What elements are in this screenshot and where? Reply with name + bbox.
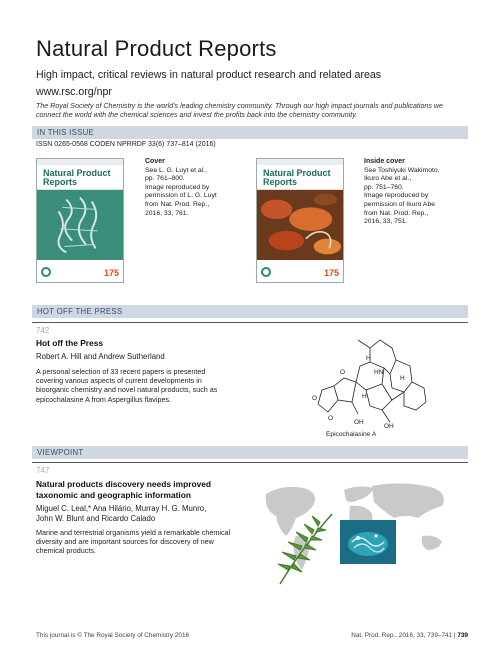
abstract-line: chemical products. <box>36 546 96 556</box>
article-page-number: 742 <box>36 326 50 335</box>
section-hot-off-the-press <box>32 305 468 318</box>
cover-footer <box>257 260 343 282</box>
svg-text:O: O <box>340 369 346 376</box>
journal-title: Natural Product Reports <box>36 36 277 61</box>
svg-text:HN: HN <box>374 369 384 376</box>
epicochalasine-structure-diagram <box>300 330 450 430</box>
inside-cover-caption-line: Ikuro Abe et al., <box>364 175 412 183</box>
svg-text:H: H <box>366 355 371 362</box>
fern-leaf-image <box>272 508 336 586</box>
journal-url[interactable]: www.rsc.org/npr <box>36 86 112 98</box>
abstract-line: A personal selection of 33 recent papers is presented <box>36 367 206 376</box>
authors-line: Miguel C. Leal,* Ana Hilário, Murray H. G. Munro, <box>36 504 207 513</box>
svg-text:OH: OH <box>354 419 364 426</box>
section-viewpoint <box>32 446 468 459</box>
cover-caption-heading: Cover <box>145 158 165 165</box>
abstract-line: epicochalasine A from Aspergillus flavipes. <box>36 394 172 404</box>
cover-footer <box>37 260 123 282</box>
issn-line: ISSN 0265-0568 CODEN NPRRDF 33(6) 737–814 (2016) <box>36 141 216 148</box>
cover-number: 175 <box>323 268 339 278</box>
journal-subtitle: High impact, critical reviews in natural product research and related areas <box>36 69 382 81</box>
svg-text:H: H <box>362 393 367 400</box>
abstract-line: Marine and terrestrial organisms yield a remarkable chemical <box>36 528 231 537</box>
abstract-line: covering various aspects of current developments in <box>36 376 202 386</box>
article-title-line: Natural products discovery needs improved <box>36 479 211 489</box>
article-abstract <box>36 528 230 556</box>
article-authors: Robert A. Hill and Andrew Sutherland <box>36 352 165 361</box>
inside-cover-caption-line: permission of Ikuro Abe <box>364 200 436 208</box>
inside-cover-caption-heading: Inside cover <box>364 158 405 165</box>
cover-top-strip <box>257 159 343 165</box>
svg-text:O: O <box>312 395 318 402</box>
section-heading: IN THIS ISSUE <box>37 128 95 137</box>
inside-cover-caption-line: Image reproduced by <box>364 192 429 200</box>
article-title-line: taxonomic and geographic information <box>36 489 191 500</box>
protein-structure-image <box>37 189 123 261</box>
cover-top-strip <box>37 159 123 165</box>
article-abstract <box>36 367 217 404</box>
svg-text:O: O <box>328 415 334 422</box>
inside-cover-caption-line: from Nat. Prod. Rep., <box>364 209 429 217</box>
svg-text:H: H <box>400 375 405 382</box>
abstract-line: bioorganic chemistry and novel natural products, such as <box>36 385 218 395</box>
divider <box>32 322 468 323</box>
marine-organism-image <box>340 520 396 564</box>
article-authors <box>36 504 206 524</box>
cover-caption-line: permission of L. G. Luyt <box>145 192 217 200</box>
inside-cover-caption-line: 2016, 33, 751. <box>364 218 408 226</box>
footer-page-number: 739 <box>457 632 468 639</box>
inside-cover-caption-line: See Toshiyuki Wakimoto, <box>364 166 440 174</box>
inside-cover-caption-line: pp. 751–760. <box>364 183 404 191</box>
rsc-intro: The Royal Society of Chemistry is the world's leading chemistry community. Through our high impact journals and publications we connect the world with the chemical sciences and invest the profits back into the chemistry community. <box>36 102 443 119</box>
cover-caption <box>145 158 225 218</box>
cover-caption-line: Image reproduced by <box>145 183 210 191</box>
cover-number: 175 <box>103 268 119 278</box>
cover-image[interactable] <box>36 158 124 283</box>
authors-line: John W. Blunt and Ricardo Calado <box>36 514 156 523</box>
article-title[interactable]: Hot off the Press <box>36 338 104 348</box>
rsc-logo-icon <box>261 267 271 277</box>
inside-cover-image[interactable] <box>256 158 344 283</box>
cover-caption-line: from Nat. Prod. Rep., <box>145 200 210 208</box>
section-heading: VIEWPOINT <box>37 448 84 457</box>
rsc-logo-icon <box>41 267 51 277</box>
inside-cover-caption <box>364 158 464 227</box>
footer-citation <box>351 632 468 639</box>
footer-citation-text: Nat. Prod. Rep., 2016, 33, 739–741 | <box>351 632 458 639</box>
section-heading: HOT OFF THE PRESS <box>37 307 123 316</box>
mushroom-photo-image <box>257 189 343 261</box>
section-in-this-issue <box>32 126 468 139</box>
svg-text:OH: OH <box>384 423 394 430</box>
cover-title: Natural Product Reports <box>263 168 331 187</box>
footer-copyright: This journal is © The Royal Society of Chemistry 2016 <box>36 632 190 639</box>
cover-caption-line: See L. G. Luyt et al., <box>145 166 207 174</box>
article-title[interactable] <box>36 479 211 500</box>
abstract-line: diversity and are important sources for discovery of new <box>36 537 214 547</box>
cover-caption-line: 2016, 33, 761. <box>145 209 189 217</box>
structure-caption: Epicochalasine A <box>326 431 377 438</box>
cover-title: Natural Product Reports <box>43 168 111 187</box>
cover-caption-line: pp. 761–800. <box>145 175 185 183</box>
article-page-number: 747 <box>36 466 50 475</box>
divider <box>32 462 468 463</box>
